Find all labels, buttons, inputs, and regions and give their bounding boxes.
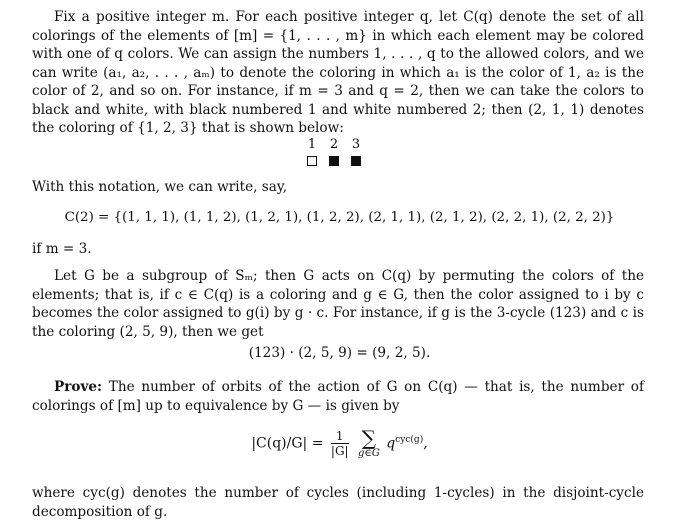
group-action-paragraph: Let G be a subgroup of Sₘ; then G acts on C(q) by permuting the colors of the elements; that is, if c ∈ C(q) is a coloring and g ∈ G, then the color assigned to i by c becomes the color assigned to g(i) by g · c. For instance, if g is the 3-cycle (123) and c is the coloring (2, 5, 9), then we get xyxy=(32,268,644,340)
formula-exponent: cyc(g) xyxy=(395,434,424,445)
coloring-figure xyxy=(305,137,375,171)
formula-fraction xyxy=(331,429,349,458)
coloring-number-2: 2 xyxy=(329,137,339,152)
formula-base: q xyxy=(386,435,396,452)
prove-text: The number of orbits of the action of G on C(q) — that is, the number of colorings of [m] up to equivalence by G — is given by xyxy=(32,379,644,414)
color-square-white xyxy=(307,156,317,166)
formula-tail: , xyxy=(423,435,428,452)
prove-label: Prove: xyxy=(54,379,103,395)
formula-lhs: |C(q)/G| = xyxy=(251,435,324,452)
summation xyxy=(358,428,380,459)
coloring-number-1: 1 xyxy=(307,137,317,152)
intro-paragraph: Fix a positive integer m. For each positive integer q, let C(q) denote the set of all colorings of the elements of [m] = {1, . . . , m} in which each element may be colored with one of q colors. We can assign the numbers 1, . . . , q to the allowed colors, and we can write (a₁, a₂, . . . , aₘ) to denote the coloring in which a₁ is the color of 1, a₂ is the color of 2, and so on. For instance, if m = 3 and q = 2, then we can take the colors to black and white, with black numbered 1 and white numbered 2; then (2, 1, 1) denotes the coloring of {1, 2, 3} that is shown below: xyxy=(32,9,644,136)
notation-paragraph: With this notation, we can write, say, xyxy=(32,179,288,195)
definition-paragraph: where cyc(g) denotes the number of cycles (including 1-cycles) in the disjoint-cycle decomposition of g. xyxy=(32,485,644,520)
cycle-example-equation: (123) · (2, 5, 9) = (9, 2, 5). xyxy=(248,345,431,361)
summation-sign: ∑ xyxy=(361,426,377,450)
orbit-count-formula xyxy=(0,428,679,459)
set-equation: C(2) = {(1, 1, 1), (1, 1, 2), (1, 2, 1), (1, 2, 2), (2, 1, 1), (2, 1, 2), (2, 2, 1), (2, 2, 2)} xyxy=(64,210,615,225)
color-square-black xyxy=(329,156,339,166)
condition-line: if m = 3. xyxy=(32,241,92,257)
summation-index: g∈G xyxy=(358,448,380,459)
color-square-black xyxy=(351,156,361,166)
fraction-numerator: 1 xyxy=(331,429,349,444)
coloring-number-3: 3 xyxy=(351,137,361,152)
prove-paragraph xyxy=(32,378,644,415)
fraction-denominator: |G| xyxy=(330,444,349,458)
